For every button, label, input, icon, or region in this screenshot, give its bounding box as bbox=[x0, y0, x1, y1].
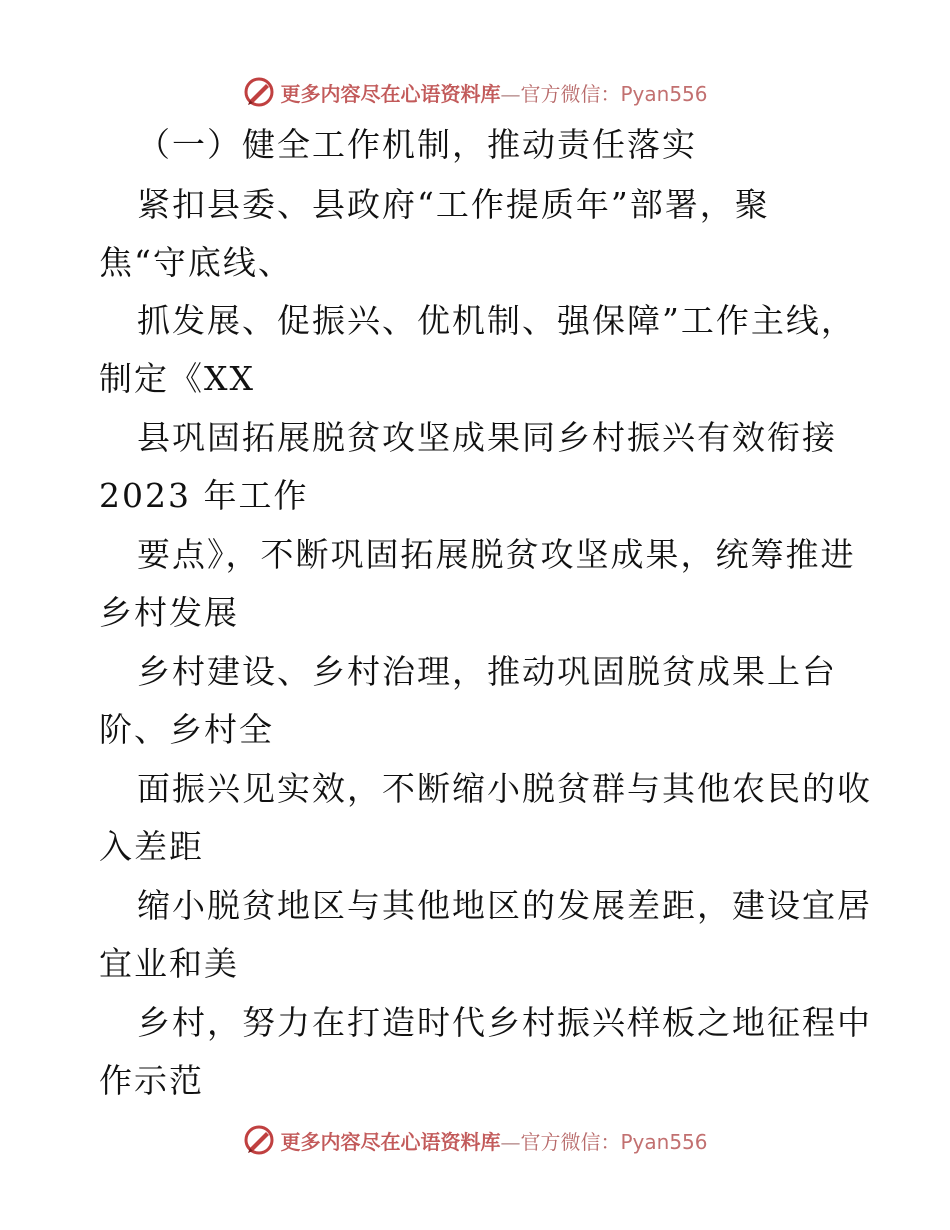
paragraph-line: 紧扣县委、县政府“工作提质年”部署，聚 bbox=[137, 185, 770, 224]
paragraph-line: 焦“守底线、 bbox=[99, 243, 293, 282]
paragraph-line: 缩小脱贫地区与其他地区的发展差距，建设宜居 bbox=[137, 886, 872, 925]
paragraph-line: 制定《XX bbox=[99, 359, 255, 398]
watermark-dash: — bbox=[500, 1129, 521, 1154]
watermark-handle: Pyan556 bbox=[620, 81, 708, 106]
paragraph-line: 县巩固拓展脱贫攻坚成果同乡村振兴有效衔接 bbox=[137, 418, 837, 457]
paragraph-line: 乡村建设、乡村治理，推动巩固脱贫成果上台 bbox=[137, 652, 837, 691]
paragraph-line: 宜业和美 bbox=[99, 944, 239, 983]
paragraph-line: 入差距 bbox=[99, 827, 204, 866]
pen-logo-icon bbox=[242, 1123, 276, 1157]
watermark-handle: Pyan556 bbox=[620, 1129, 708, 1154]
watermark-banner-bottom bbox=[0, 1118, 950, 1162]
paragraph-line: 2023 年工作 bbox=[99, 476, 309, 515]
watermark-wechat-label: 官方微信： bbox=[520, 1129, 621, 1154]
paragraph-line: 面振兴见实效，不断缩小脱贫群与其他农民的收 bbox=[137, 769, 872, 808]
pen-logo-icon bbox=[242, 75, 276, 109]
paragraph-line: 乡村发展 bbox=[99, 593, 239, 632]
watermark-brand: 更多内容尽在心语资料库 bbox=[280, 1129, 501, 1154]
paragraph-line: 抓发展、促振兴、优机制、强保障”工作主线， bbox=[137, 301, 856, 340]
paragraph-line: 阶、乡村全 bbox=[99, 710, 274, 749]
paragraph-line: 要点》，不断巩固拓展脱贫攻坚成果，统筹推进 bbox=[137, 535, 856, 574]
watermark-dash: — bbox=[500, 81, 521, 106]
paragraph-line: 乡村，努力在打造时代乡村振兴样板之地征程中 bbox=[137, 1003, 872, 1042]
watermark-text bbox=[280, 1126, 707, 1155]
paragraph-line: 作示范 bbox=[99, 1061, 204, 1100]
watermark-wechat-label: 官方微信： bbox=[520, 81, 621, 106]
watermark-text bbox=[280, 78, 707, 107]
section-heading: （一）健全工作机制，推动责任落实 bbox=[137, 125, 697, 164]
watermark-brand: 更多内容尽在心语资料库 bbox=[280, 81, 501, 106]
watermark-banner-top bbox=[0, 70, 950, 114]
